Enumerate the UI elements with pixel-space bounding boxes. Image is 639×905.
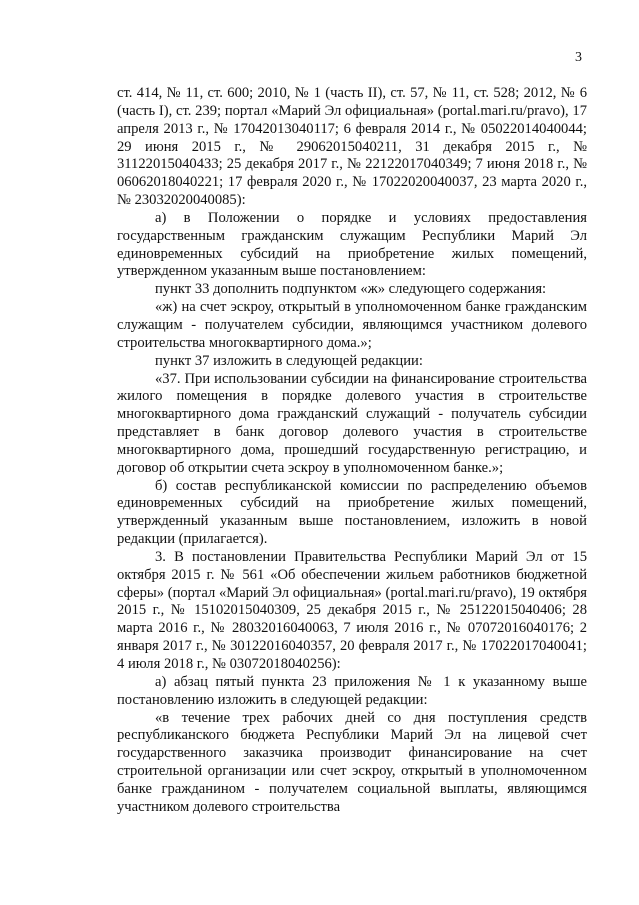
paragraph-item-b-commission: б) состав республиканской комиссии по распределению объемов единовременных субсидий на приобретение жилых помещений, утвержденный указанным выше постановлением, изложить в новой редакции (прилагается). bbox=[117, 477, 587, 548]
paragraph-item-37-intro: пункт 37 изложить в следующей редакции: bbox=[155, 352, 423, 369]
paragraph-section-3-quote: «в течение трех рабочих дней со дня поступления средств республиканского бюджета Республики Марий Эл на лицевой счет государственного заказчика производит финансирование на счет строительной организации или счет эскроу, открытый в уполномоченном банке гражданином - получателем социальной выплаты, являющимся участником долевого строительства bbox=[117, 709, 587, 815]
paragraph-item-37-text: «37. При использовании субсидии на финансирование строительства жилого помещения в порядке долевого участия в строительстве многоквартирного дома гражданский служащий - получатель субсидии представляет в банк договор долевого участия в строительстве многоквартирного дома, прошедший государственную регистрацию, и договор об открытии счета эскроу в уполномоченном банке.»; bbox=[117, 370, 587, 476]
paragraph-citation-continuation: ст. 414, № 11, ст. 600; 2010, № 1 (часть II), ст. 57, № 11, ст. 528; 2012, № 6 (часть I), ст. 239; портал «Марий Эл официальная» (portal.mari.ru/pravo), 17 апреля 2013 г., № 17042013040117; 6 февраля 2014 г., № 05022014040044; 29 июня 2015 г., № 29062015040211, 31 декабря 2015 г., № 31122015040433; 25 декабря 2017 г., № 22122017040349; 7 июня 2018 г., № 06062018040221; 17 февраля 2020 г., № 17022020040037, 23 марта 2020 г., № 23032020040085): bbox=[117, 85, 587, 209]
paragraph-section-3: 3. В постановлении Правительства Республики Марий Эл от 15 октября 2015 г. № 561 «Об обеспечении жильем работников бюджетной сферы» (портал «Марий Эл официальная» (portal.mari.ru/pravo), 19 октября 2015 г., № 15102015040309, 25 декабря 2015 г., № 25122015040406; 28 марта 2016 г., № 28032016040063, 7 июля 2016 г., № 07072016040176; 2 января 2017 г., № 30122016040357, 20 февраля 2017 г., № 17022017040041; 4 июля 2018 г., № 03072018040256): bbox=[117, 548, 587, 672]
document-body bbox=[117, 85, 587, 817]
paragraph-section-3-item-a: а) абзац пятый пункта 23 приложения № 1 к указанному выше постановлению изложить в следующей редакции: bbox=[117, 673, 587, 708]
paragraph-item-a-regulation: а) в Положении о порядке и условиях предоставления государственным гражданским служащим Республики Марий Эл единовременных субсидий на приобретение жилых помещений, утвержденном указанным выше постановлением: bbox=[117, 209, 587, 280]
paragraph-item-33-intro: пункт 33 дополнить подпунктом «ж» следующего содержания: bbox=[155, 281, 547, 298]
paragraph-subitem-zh: «ж) на счет эскроу, открытый в уполномоченном банке гражданским служащим - получателем субсидии, являющимся участником долевого строительства многоквартирного дома.»; bbox=[117, 299, 587, 351]
page-number: 3 bbox=[575, 50, 582, 65]
